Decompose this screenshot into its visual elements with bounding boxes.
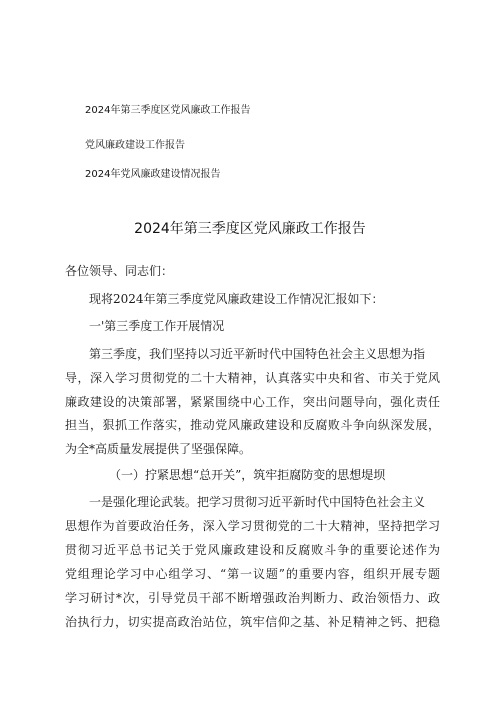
para1-line-4: 担当，狠抓工作落实，推动党风廉政建设和反腐败斗争向纵深发展， <box>65 418 440 432</box>
para1-line-5: 为全*高质量发展提供了坚强保障。 <box>65 442 252 456</box>
toc-item-2: 党风廉政建设工作报告 <box>85 140 185 151</box>
para2-line-5: 学习研讨*次，引导党员干部不断增强政治判断力、政治领悟力、政 <box>65 591 440 605</box>
para2-line-1: 一是强化理论武装。把学习贯彻习近平新时代中国特色社会主义 <box>89 495 426 509</box>
section-heading-1: 一'第三季度工作开展情况 <box>89 319 225 333</box>
para2-line-6: 治执行力，切实提高政治站位，筑牢信仰之基、补足精神之钙、把稳 <box>65 615 440 629</box>
para2-line-2: 思想作为首要政治任务，深入学习贯彻党的二十大精神，坚持把学习 <box>65 519 440 533</box>
document-title: 2024年第三季度区党风廉政工作报告 <box>134 221 366 237</box>
para2-line-3: 贯彻习近平总书记关于党风廉政建设和反腐败斗争的重要论述作为 <box>65 543 440 557</box>
para1-line-1: 第三季度，我们坚持以习近平新时代中国特色社会主义思想为指 <box>89 347 426 361</box>
salutation: 各位领导、同志们： <box>65 264 174 278</box>
para2-line-4: 党组理论学习中心组学习、“第一议题”的重要内容，组织开展专题 <box>65 567 440 581</box>
para1-line-2: 导，深入学习贯彻党的二十大精神，认真落实中央和省、市关于党风 <box>65 371 440 385</box>
subsection-heading-1: （一）拧紧思想“总开关”，筑牢拒腐防变的思想堤坝 <box>109 468 386 482</box>
intro-paragraph: 现将2024年第三季度党风廉政建设工作情况汇报如下： <box>89 292 384 306</box>
toc-item-1: 2024年第三季度区党风廉政工作报告 <box>85 105 251 116</box>
toc-item-3: 2024年党风廉政建设情况报告 <box>85 169 221 180</box>
para1-line-3: 廉政建设的决策部署，紧紧围绕中心工作，突出问题导向，强化责任 <box>65 395 440 409</box>
